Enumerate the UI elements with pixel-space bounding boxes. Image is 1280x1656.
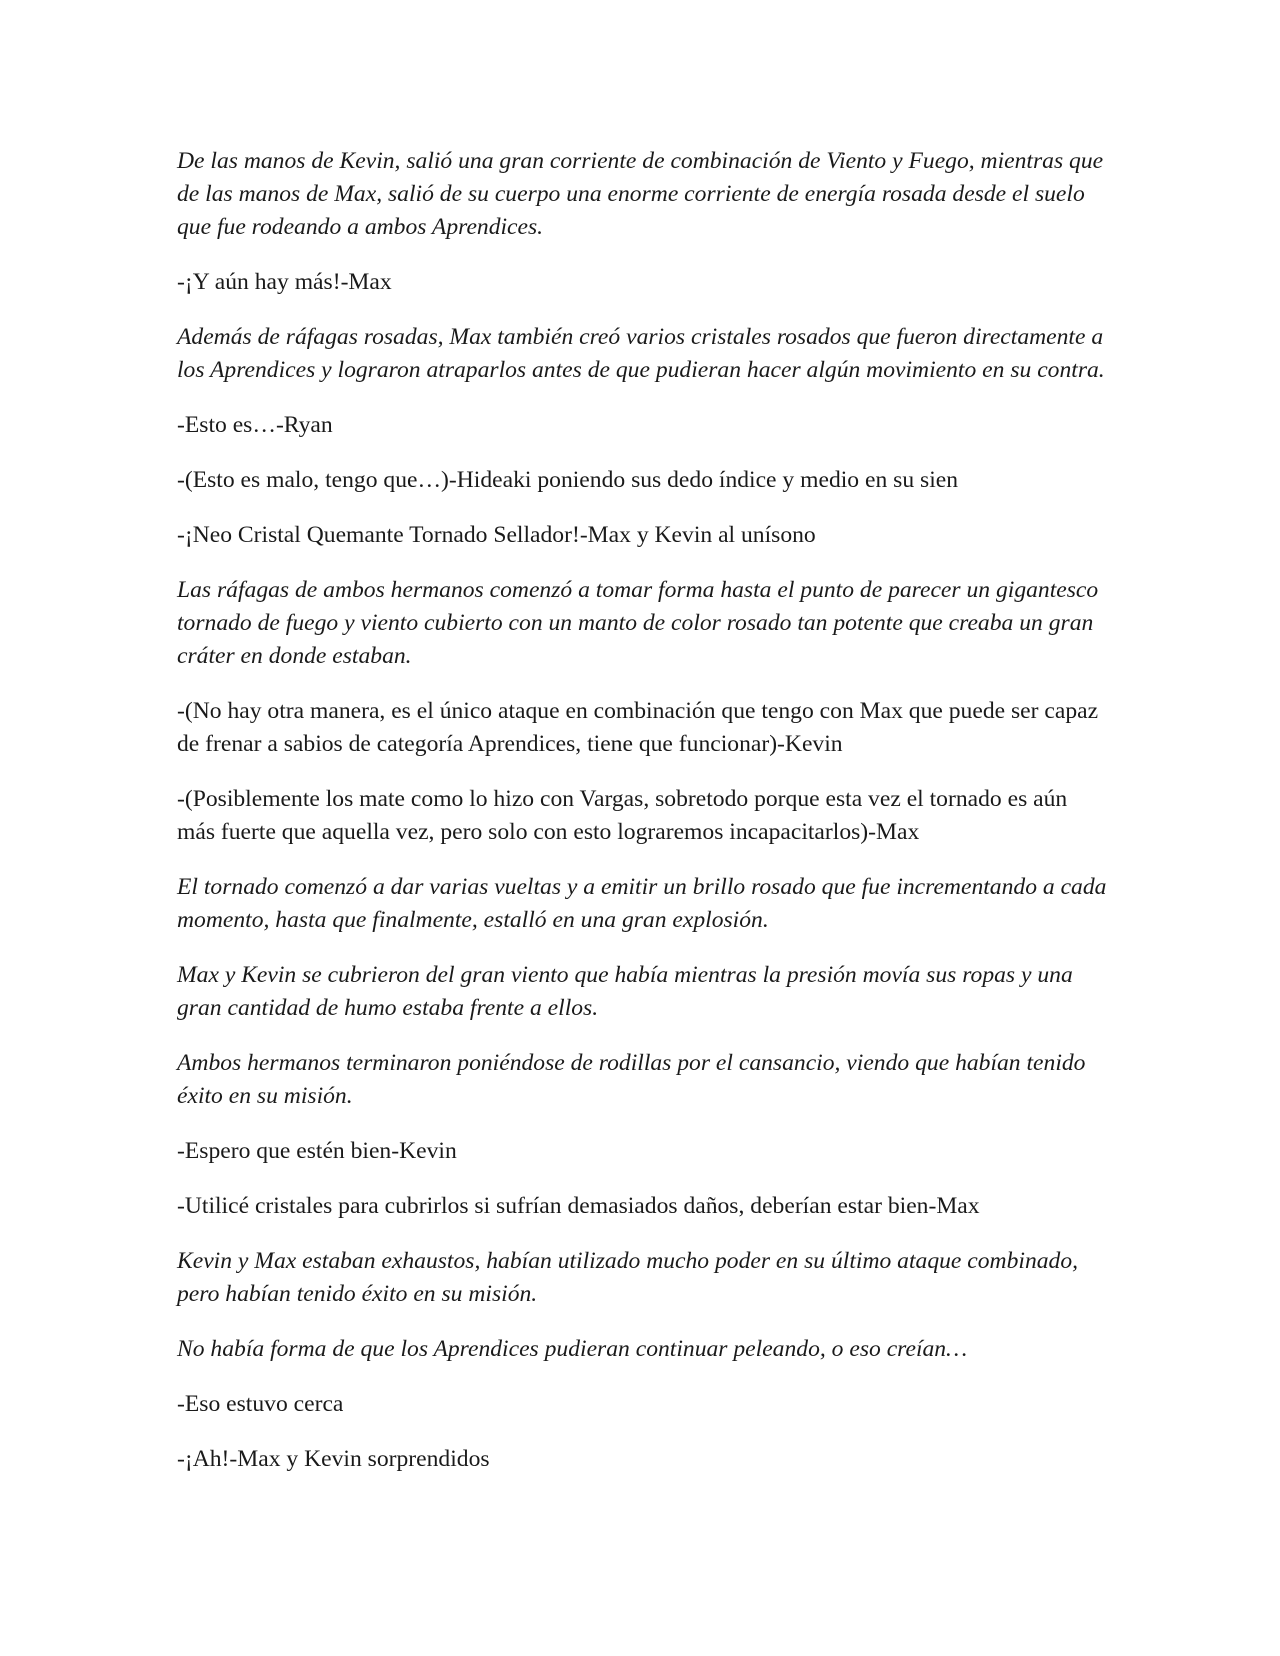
- dialogue-line: -¡Ah!-Max y Kevin sorprendidos: [177, 1446, 490, 1472]
- narration-paragraph: El tornado comenzó a dar varias vueltas y a emitir un brillo rosado que fue incrementando a cada momento, hasta que finalmente, estalló en una gran explosión.: [177, 874, 1107, 933]
- narration-paragraph: De las manos de Kevin, salió una gran corriente de combinación de Viento y Fuego, mientras que de las manos de Max, salió de su cuerpo una enorme corriente de energía rosada desde el suelo que fue rodeando a ambos Aprendices.: [177, 148, 1104, 240]
- narration-paragraph: Ambos hermanos terminaron poniéndose de rodillas por el cansancio, viendo que habían tenido éxito en su misión.: [177, 1050, 1086, 1109]
- narration-paragraph: Además de ráfagas rosadas, Max también creó varios cristales rosados que fueron directamente a los Aprendices y lograron atraparlos antes de que pudieran hacer algún movimiento en su contra.: [177, 324, 1105, 383]
- dialogue-line: -Esto es…-Ryan: [177, 412, 333, 438]
- narration-paragraph: No había forma de que los Aprendices pudieran continuar peleando, o eso creían…: [177, 1336, 968, 1362]
- dialogue-line: -Eso estuvo cerca: [177, 1391, 344, 1417]
- narration-paragraph: Las ráfagas de ambos hermanos comenzó a tomar forma hasta el punto de parecer un gigantesco tornado de fuego y viento cubierto con un manto de color rosado tan potente que creaba un gran cráter en donde estaban.: [177, 577, 1099, 669]
- dialogue-line: -¡Neo Cristal Quemante Tornado Sellador!-Max y Kevin al unísono: [177, 522, 816, 548]
- document-body: [177, 145, 1107, 1498]
- dialogue-line: -¡Y aún hay más!-Max: [177, 269, 392, 295]
- dialogue-line: -Utilicé cristales para cubrirlos si sufrían demasiados daños, deberían estar bien-Max: [177, 1193, 980, 1219]
- dialogue-line: -Espero que estén bien-Kevin: [177, 1138, 457, 1164]
- dialogue-line: -(Esto es malo, tengo que…)-Hideaki poniendo sus dedo índice y medio en su sien: [177, 467, 959, 493]
- dialogue-line: -(Posiblemente los mate como lo hizo con Vargas, sobretodo porque esta vez el tornado es aún más fuerte que aquella vez, pero solo con esto lograremos incapacitarlos)-Max: [177, 786, 1068, 845]
- narration-paragraph: Kevin y Max estaban exhaustos, habían utilizado mucho poder en su último ataque combinado, pero habían tenido éxito en su misión.: [177, 1248, 1079, 1307]
- dialogue-line: -(No hay otra manera, es el único ataque en combinación que tengo con Max que puede ser capaz de frenar a sabios de categoría Aprendices, tiene que funcionar)-Kevin: [177, 698, 1099, 757]
- narration-paragraph: Max y Kevin se cubrieron del gran viento que había mientras la presión movía sus ropas y una gran cantidad de humo estaba frente a ellos.: [177, 962, 1073, 1021]
